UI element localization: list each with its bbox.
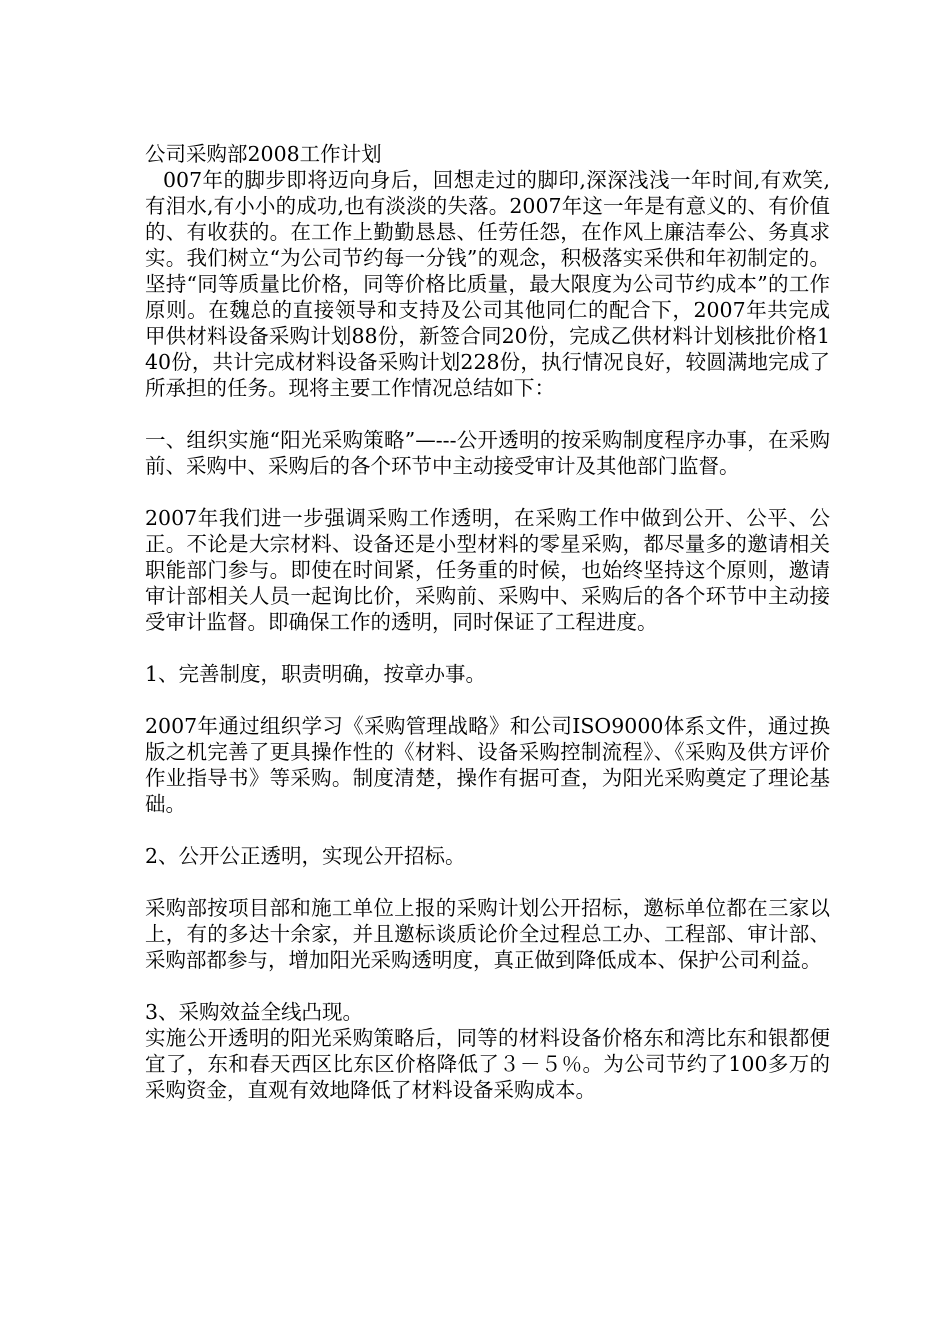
item-three-body-paragraph: 实施公开透明的阳光采购策略后，同等的材料设备价格东和湾比东和银都便宜了，东和春天西区比东区价格降低了３－５％。为公司节约了100多万的采购资金，直观有效地降低了材料设备采购成本。 — [145, 1026, 830, 1102]
section-one-heading-paragraph: 一、组织实施“阳光采购策略”—---公开透明的按采购制度程序办事，在采购前、采购中、采购后的各个环节中主动接受审计及其他部门监督。 — [145, 428, 830, 478]
section-one-body-paragraph: 2007年我们进一步强调采购工作透明，在采购工作中做到公开、公平、公正。不论是大宗材料、设备还是小型材料的零星采购，都尽量多的邀请相关职能部门参与。即使在时间紧，任务重的时候，也始终坚持这个原则，邀请审计部相关人员一起询比价，采购前、采购中、采购后的各个环节中主动接受审计监督。即确保工作的透明，同时保证了工程进度。 — [145, 506, 830, 634]
item-one-body-paragraph: 2007年通过组织学习《采购管理战略》和公司ISO9000体系文件，通过换版之机完善了更具操作性的《材料、设备采购控制流程》、《采购及供方评价作业指导书》等采购。制度清楚，操作有据可查，为阳光采购奠定了理论基础。 — [145, 714, 830, 816]
intro-paragraph: 007年的脚步即将迈向身后，回想走过的脚印,深深浅浅一年时间,有欢笑,有泪水,有小小的成功,也有淡淡的失落。2007年这一年是有意义的、有价值的、有收获的。在工作上勤勤恳恳、任劳任怨，在作风上廉洁奉公、务真求实。我们树立“为公司节约每一分钱”的观念，积极落实采供和年初制定的。坚持“同等质量比价格，同等价格比质量，最大限度为公司节约成本”的工作原则。在魏总的直接领导和支持及公司其他同仁的配合下，2007年共完成甲供材料设备采购计划88份，新签合同20份，完成乙供材料计划核批价格140份，共计完成材料设备采购计划228份，执行情况良好，较圆满地完成了所承担的任务。现将主要工作情况总结如下： — [145, 168, 830, 400]
item-three-heading: 3、采购效益全线凸现。 — [145, 1000, 364, 1024]
item-two-body-paragraph: 采购部按项目部和施工单位上报的采购计划公开招标，邀标单位都在三家以上，有的多达十余家，并且邀标谈质论价全过程总工办、工程部、审计部、采购部都参与，增加阳光采购透明度，真正做到降低成本、保护公司利益。 — [145, 896, 830, 972]
item-one-heading: 1、完善制度，职责明确，按章办事。 — [145, 662, 487, 686]
item-two-heading: 2、公开公正透明，实现公开招标。 — [145, 844, 466, 868]
document-title: 公司采购部2008工作计划 — [145, 142, 382, 166]
document-page — [145, 141, 830, 1103]
